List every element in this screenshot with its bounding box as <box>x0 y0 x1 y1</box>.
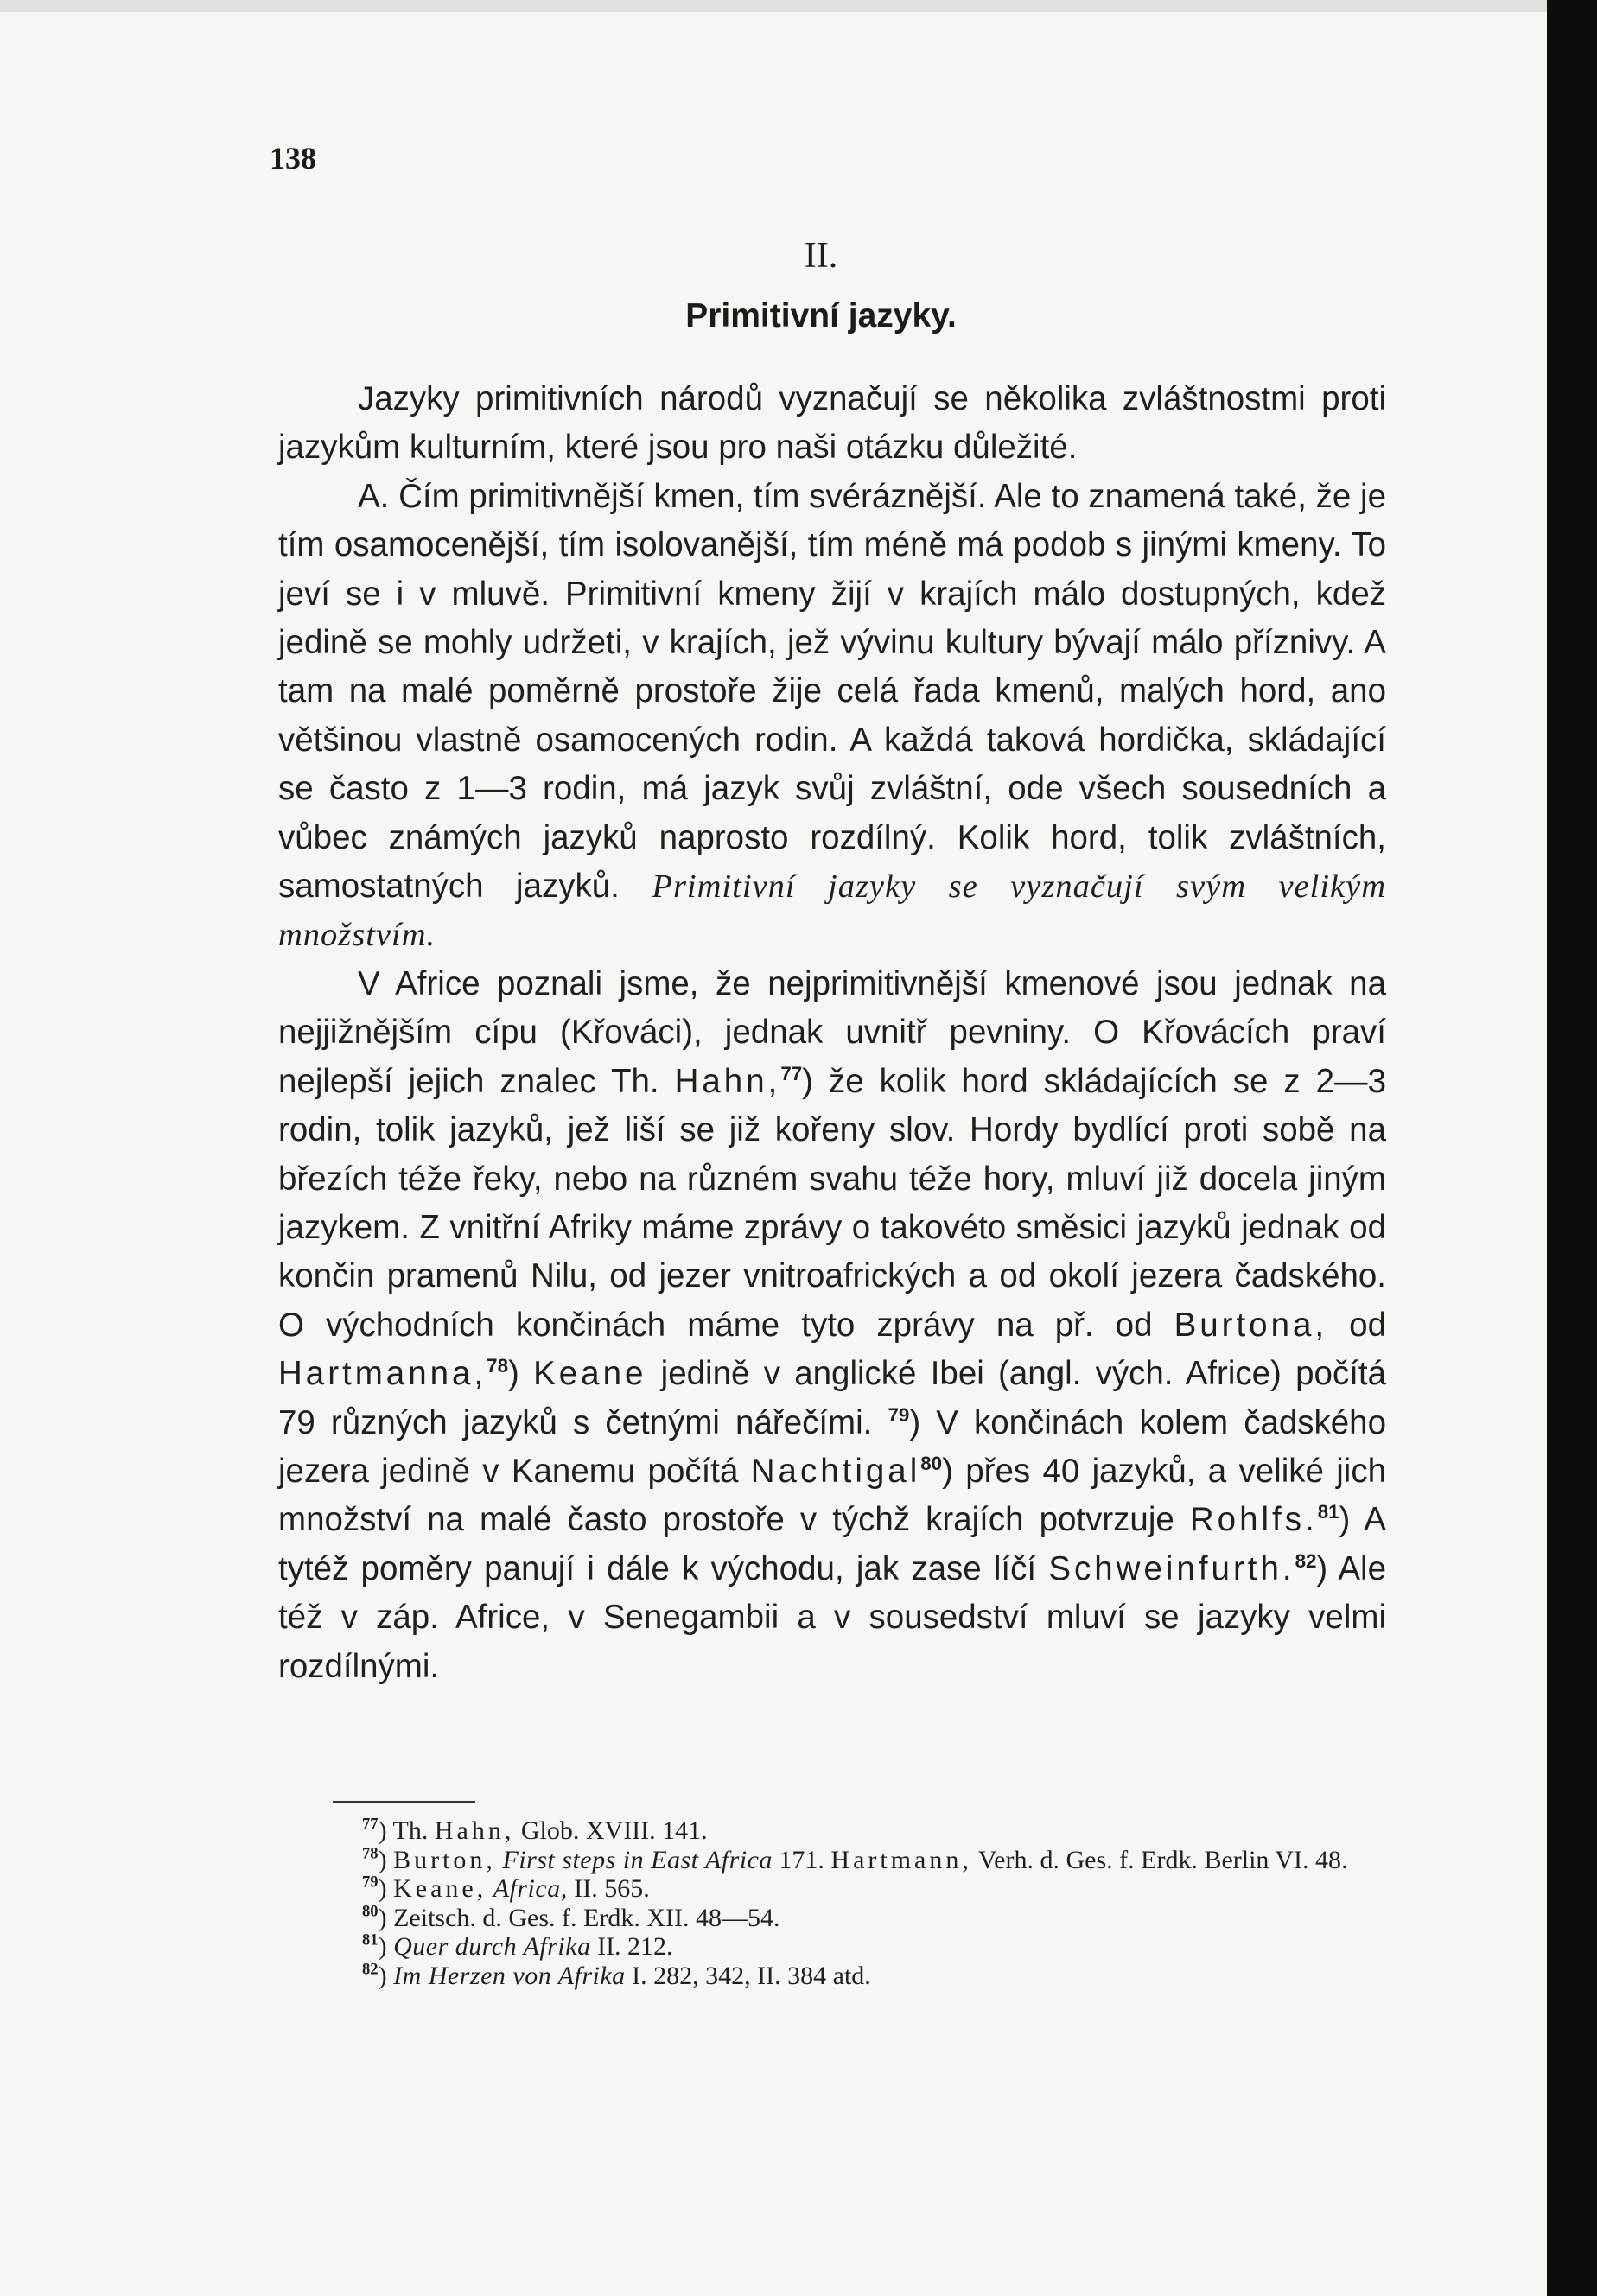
footnote-81: $^{81}$) Quer durch Afrika II. 212. <box>362 1930 673 1961</box>
footnote-78: $^{78}$) Burton, First steps in East Africa 171. Hartmann, Verh. d. Ges. f. Erdk. Berlin VI. 48. <box>362 1843 1348 1874</box>
p3-text-6: ) V končinách kolem čadského jezera jedině v Kanemu počítá <box>278 1403 1387 1490</box>
author-burton: Burtona, <box>1174 1306 1328 1344</box>
p3-text-5: jedině v anglické Ibei (angl. vých. Africe) počítá 79 různých jazyků s četnými nářečími. <box>278 1355 1386 1441</box>
footnote-author: Burton, <box>393 1845 496 1874</box>
footnote-title: Im Herzen von Afrika <box>393 1961 626 1990</box>
footnote-title: First steps in East Africa <box>502 1845 773 1874</box>
author-schweinfurth: Schweinfurth. <box>1048 1549 1295 1587</box>
footnote-number: 79 <box>362 1873 379 1892</box>
author-keane: Keane <box>533 1355 647 1393</box>
p3-text-8: ) A tytéž poměry panují i dále k východu, jak zase líčí <box>278 1501 1386 1587</box>
paragraph-2 <box>278 473 1386 960</box>
p3-text-7: ) přes 40 jazyků, a veliké jich množství na malé často prostoře v týchž krajích potvrzuje <box>278 1452 1387 1539</box>
paragraph-2-emphasis: Primitivní jazyky se vyznačují svým velikým množstvím. <box>278 868 1387 954</box>
footnote-text: Th. <box>392 1816 435 1845</box>
footnote-text: II. 565. <box>567 1874 650 1903</box>
footnote-number: 81 <box>362 1930 379 1949</box>
footnote-ref-78: 78 <box>487 1355 508 1377</box>
page-gutter-shadow <box>1547 0 1597 2296</box>
footnote-text: II. 212. <box>590 1932 673 1961</box>
footnote-77: $^{77}$) Th. Hahn, Glob. XVIII. 141. <box>362 1815 708 1845</box>
paragraph-3 <box>278 960 1386 1691</box>
author-nachtigal: Nachtigal <box>750 1452 921 1490</box>
footnote-title: Africa, <box>493 1874 568 1903</box>
footnote-number: 78 <box>362 1843 379 1862</box>
author-rohlfs: Rohlfs. <box>1189 1501 1318 1539</box>
body-text <box>278 375 1386 1691</box>
footnote-author: Keane, <box>393 1874 487 1903</box>
footnote-ref-80: 80 <box>920 1453 943 1475</box>
footnote-text: Verh. d. Ges. f. Erdk. Berlin VI. 48. <box>971 1845 1348 1874</box>
footnote-text: I. 282, 342, II. 384 atd. <box>625 1961 871 1990</box>
author-hahn: Hahn, <box>674 1062 781 1100</box>
page-number: 138 <box>270 141 316 175</box>
footnote-79: $^{79}$) Keane, Africa, II. 565. <box>362 1873 650 1903</box>
footnote-text: Glob. XVIII. 141. <box>514 1816 708 1845</box>
author-hartmann: Hartmanna, <box>278 1355 487 1393</box>
footnote-author: Hahn, <box>434 1816 515 1845</box>
chapter-title: Primitivní jazyky. <box>685 297 957 334</box>
footnote-ref-82: 82 <box>1295 1549 1317 1572</box>
section-numeral: II. <box>804 236 838 276</box>
p3-text-4: ) <box>508 1355 534 1393</box>
p3-text-9: ) Ale též v záp. Africe, v Senegambii a v sousedství mluví se jazyky velmi rozdílnými. <box>278 1549 1386 1685</box>
footnote-number: 77 <box>362 1815 379 1834</box>
p3-text-3: od <box>1327 1306 1386 1344</box>
footnote-text: Zeitsch. d. Ges. f. Erdk. XII. 48—54. <box>393 1903 780 1932</box>
footnote-number: 82 <box>362 1959 379 1978</box>
footnote-text: 171. <box>772 1845 831 1874</box>
footnote-80: $^{80}$) Zeitsch. d. Ges. f. Erdk. XII. 48—54. <box>362 1901 780 1932</box>
p3-text-2: ) že kolik hord skládajících se z 2—3 rodin, tolik jazyků, jež liší se již kořeny slov. Hordy bydlící proti sobě na březích téže řeky, nebo na různém svahu téže hory, mluví již docela jiným jazykem. Z vnitřní Afriky máme zprávy o takovéto směsici jazyků jednak od končin pramenů Nilu, od jezer vnitroafrických a od okolí jezera čadského. O východních končinách máme tyto zprávy na př. od <box>278 1062 1386 1344</box>
paragraph-2-text: A. Čím primitivnější kmen, tím svéráznější. Ale to znamená také, že je tím osamocenější, tím isolovanější, tím méně má podob s jinými kmeny. To jeví se i v mluvě. Primitivní kmeny žijí v krajích málo dostupných, kdež jedině se mohly udržeti, v krajích, jež vývinu kultury bývají málo příznivy. A tam na malé poměrně prostoře žije celá řada kmenů, malých hord, ano většinou vlastně osamocených rodin. A každá taková hordička, skládající se často z 1—3 rodin, má jazyk svůj zvláštní, ode všech sousedních a vůbec známých jazyků naprosto rozdílný. Kolik hord, tolik zvláštních, samostatných jazyků. <box>278 477 1386 906</box>
footnote-82: $^{82}$) Im Herzen von Afrika I. 282, 342, II. 384 atd. <box>362 1959 871 1990</box>
page-top-edge <box>0 0 1547 12</box>
footnote-title: Quer durch Afrika <box>393 1932 591 1961</box>
footnote-divider <box>333 1801 475 1803</box>
p3-text-1: V Africe poznali jsme, že nejprimitivnější kmenové jsou jednak na nejjižnějším cípu (Křováci), jednak uvnitř pevniny. O Křovácích praví nejlepší jejich znalec Th. <box>278 964 1386 1100</box>
footnotes <box>289 1816 1387 1990</box>
footnote-ref-79: 79 <box>888 1403 910 1426</box>
paragraph-1: Jazyky primitivních národů vyznačují se několika zvláštnostmi proti jazykům kulturním, které jsou pro naši otázku důležité. <box>278 380 1386 467</box>
footnote-author: Hartmann, <box>830 1845 972 1874</box>
footnote-ref-81: 81 <box>1317 1501 1339 1523</box>
footnote-number: 80 <box>362 1901 379 1920</box>
footnote-ref-77: 77 <box>780 1062 803 1084</box>
